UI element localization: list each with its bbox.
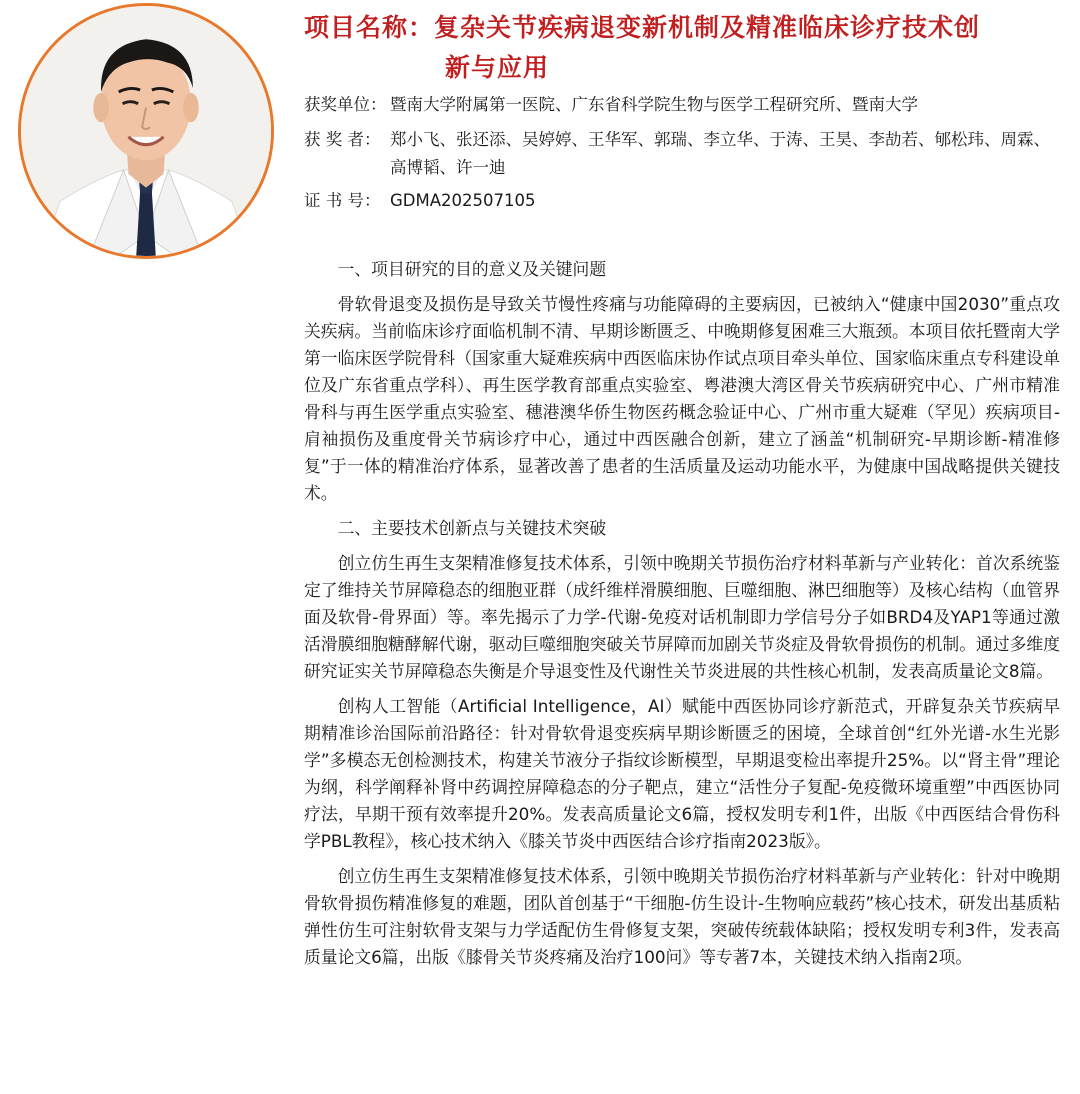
section-heading-purpose: 一、项目研究的目的意义及关键问题 xyxy=(337,259,607,279)
winners-value: 郑小飞、张还添、吴婷婷、王华军、郭瑞、李立华、于涛、王昊、李劼若、郇松玮、周霖、高博韬、许一迪 xyxy=(390,130,1050,177)
certificate-row xyxy=(304,187,1064,215)
winner-portrait xyxy=(18,3,274,259)
certificate-label: 证 书 号： xyxy=(304,191,381,210)
project-title-line2: 新与应用 xyxy=(445,53,550,82)
paragraph-innovation-3: 创立仿生再生支架精准修复技术体系，引领中晚期关节损伤治疗材料革新与产业转化：针对中晚期骨软骨损伤精准修复的难题，团队首创基于“干细胞-仿生设计-生物响应载药”核心技术，研发出基质粘弹性仿生可注射软骨支架与力学适配仿生骨修复支架，突破传统载体缺陷；授权发明专利3件，发表高质量论文6篇，出版《膝骨关节炎疼痛及治疗100问》等专著7本，关键技术纳入指南2项。 xyxy=(304,866,1060,967)
award-unit-row xyxy=(304,91,1064,119)
winners-row xyxy=(304,126,1064,182)
certificate-value: GDMA202507105 xyxy=(390,191,536,210)
paragraph-purpose: 骨软骨退变及损伤是导致关节慢性疼痛与功能障碍的主要病因，已被纳入“健康中国2030”重点攻关疾病。当前临床诊疗面临机制不清、早期诊断匮乏、中晚期修复困难三大瓶颈。本项目依托暨南大学第一临床医学院骨科（国家重大疑难疾病中西医临床协作试点项目牵头单位、国家临床重点专科建设单位及广东省重点学科）、再生医学教育部重点实验室、粤港澳大湾区骨关节疾病研究中心、广州市精准骨科与再生医学重点实验室、穗港澳华侨生物医药概念验证中心、广州市重大疑难（罕见）疾病项目-肩袖损伤及重度骨关节病诊疗中心，通过中西医融合创新，建立了涵盖“机制研究-早期诊断-精准修复”于一体的精准治疗体系，显著改善了患者的生活质量及运动功能水平，为健康中国战略提供关键技术。 xyxy=(304,294,1060,503)
award-unit-value: 暨南大学附属第一医院、广东省科学院生物与医学工程研究所、暨南大学 xyxy=(390,95,918,114)
project-title xyxy=(304,8,1064,88)
project-description xyxy=(304,256,1060,979)
section-heading-innovation: 二、主要技术创新点与关键技术突破 xyxy=(337,518,607,538)
paragraph-innovation-2: 创构人工智能（Artificial Intelligence，AI）赋能中西医协同诊疗新范式，开辟复杂关节疾病早期精准诊治国际前沿路径：针对骨软骨退变疾病早期诊断匮乏的困境，全球首创“红外光谱-水生光影学”多模态无创检测技术，构建关节液分子指纹诊断模型，早期退变检出率提升25%。以“肾主骨”理论为纲，科学阐释补肾中药调控屏障稳态的分子靶点，建立“活性分子复配-免疫微环境重塑”中西医协同疗法，早期干预有效率提升20%。发表高质量论文6篇，授权发明专利1件，出版《中西医结合骨伤科学PBL教程》，核心技术纳入《膝关节炎中西医结合诊疗指南2023版》。 xyxy=(304,696,1060,851)
paragraph-innovation-1: 创立仿生再生支架精准修复技术体系，引领中晚期关节损伤治疗材料革新与产业转化：首次系统鉴定了维持关节屏障稳态的细胞亚群（成纤维样滑膜细胞、巨噬细胞、淋巴细胞等）及核心结构（血管界面及软骨-骨界面）等。率先揭示了力学-代谢-免疫对话机制即力学信号分子如BRD4及YAP1等通过激活滑膜细胞糖酵解代谢，驱动巨噬细胞突破关节屏障而加剧关节炎症及骨软骨损伤的机制。通过多维度研究证实关节屏障稳态失衡是介导退变性及代谢性关节炎进展的共性核心机制，发表高质量论文8篇。 xyxy=(304,553,1060,681)
award-unit-label: 获奖单位： xyxy=(304,95,387,114)
winners-label: 获 奖 者： xyxy=(304,130,381,149)
portrait-image xyxy=(21,6,271,256)
project-title-line1: 项目名称：复杂关节疾病退变新机制及精准临床诊疗技术创 xyxy=(304,13,981,42)
